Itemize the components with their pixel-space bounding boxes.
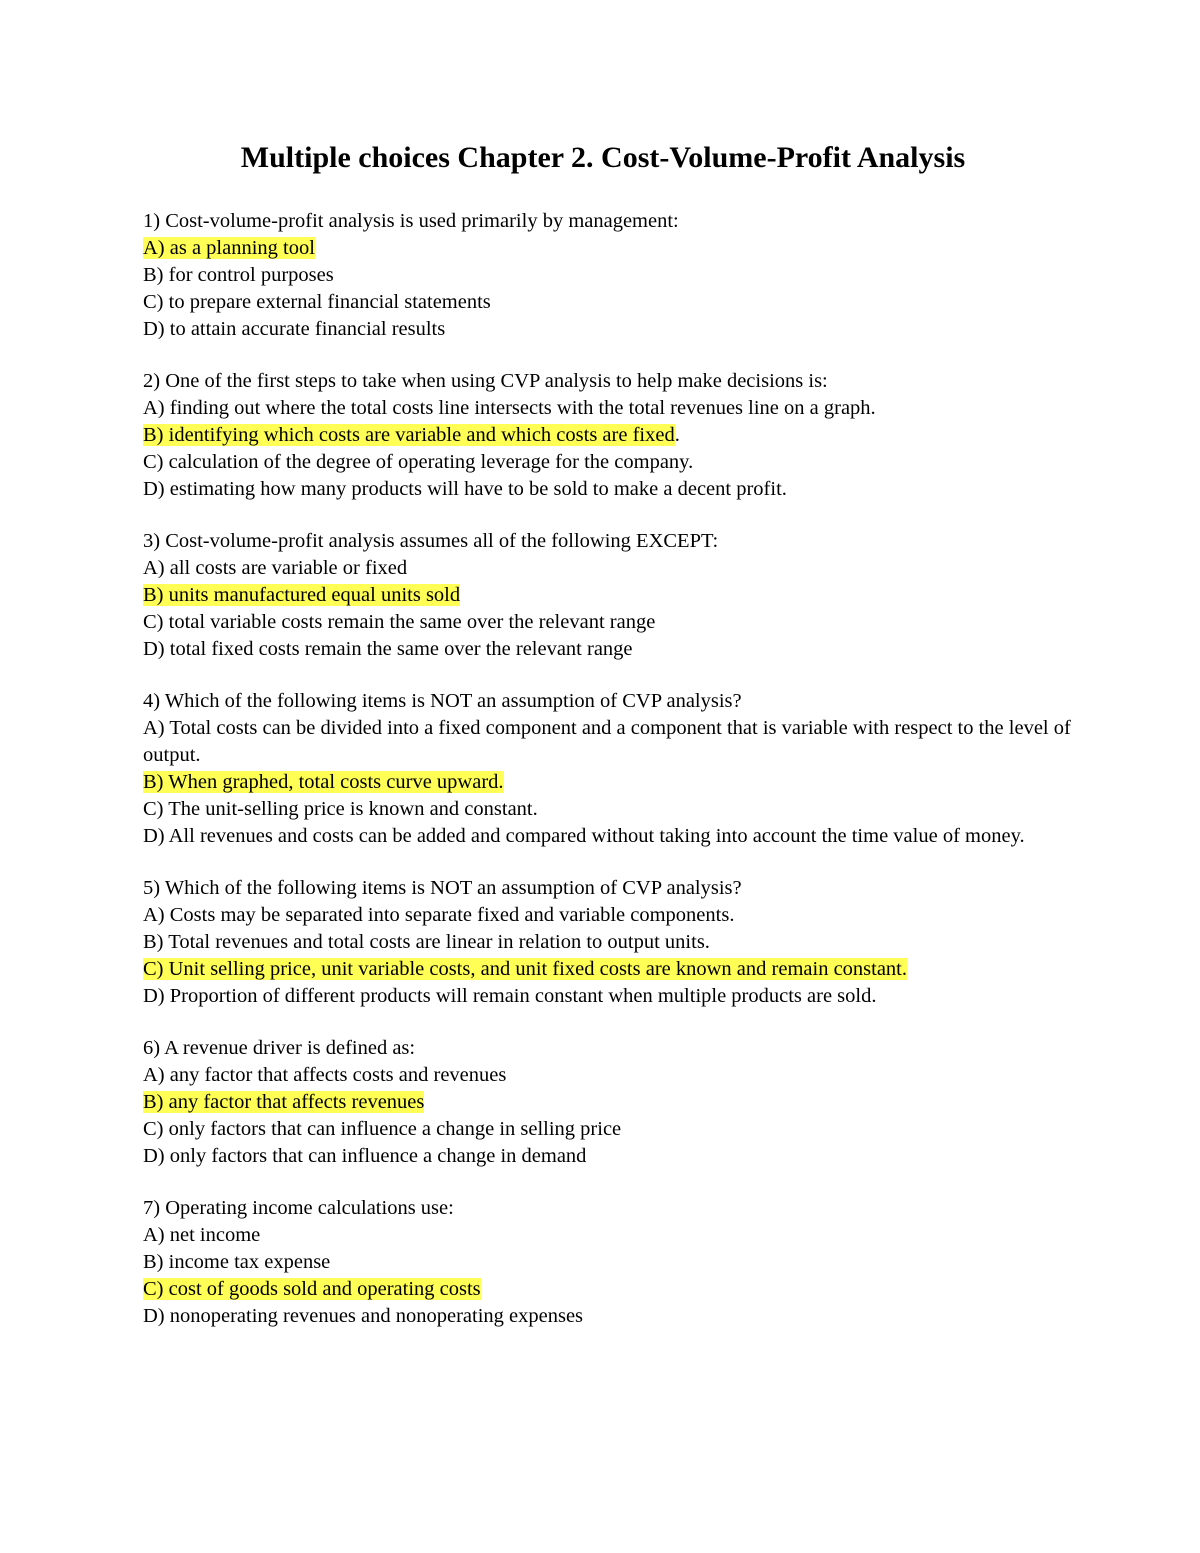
option-text: B) units manufactured equal units sold: [143, 584, 461, 606]
question-stem: 7) Operating income calculations use:: [143, 1197, 454, 1219]
question-block: [143, 1195, 1073, 1330]
answer-option: [143, 1222, 1073, 1249]
answer-option: [143, 1249, 1073, 1276]
answer-option: [143, 796, 1073, 823]
option-text: C) total variable costs remain the same over the relevant range: [143, 611, 656, 633]
question-block: [143, 528, 1073, 663]
question-stem: 1) Cost-volume-profit analysis is used primarily by management:: [143, 210, 679, 232]
option-text: D) total fixed costs remain the same over the relevant range: [143, 638, 633, 660]
answer-option: [143, 902, 1073, 929]
answer-option: [143, 636, 1073, 663]
page-title: Multiple choices Chapter 2. Cost-Volume-Profit Analysis: [240, 141, 966, 174]
answer-option: [143, 316, 1073, 343]
question-stem: 6) A revenue driver is defined as:: [143, 1037, 416, 1059]
option-text: C) Unit selling price, unit variable costs, and unit fixed costs are known and remain constant.: [143, 958, 908, 980]
question-block: [143, 875, 1073, 1010]
option-text: A) finding out where the total costs line intersects with the total revenues line on a graph.: [143, 397, 876, 419]
question-stem: 3) Cost-volume-profit analysis assumes all of the following EXCEPT:: [143, 530, 719, 552]
option-text: D) only factors that can influence a change in demand: [143, 1145, 587, 1167]
answer-option: [143, 1143, 1073, 1170]
option-text: A) all costs are variable or fixed: [143, 557, 408, 579]
answer-option-highlighted: [143, 235, 1073, 262]
answer-option-highlighted: [143, 1276, 1073, 1303]
option-text: D) estimating how many products will have to be sold to make a decent profit.: [143, 478, 787, 500]
question-stem: 4) Which of the following items is NOT an assumption of CVP analysis?: [143, 690, 742, 712]
question-stem: 2) One of the first steps to take when using CVP analysis to help make decisions is:: [143, 370, 828, 392]
answer-option: [143, 476, 1073, 503]
question-block: [143, 368, 1073, 503]
answer-option: [143, 983, 1073, 1010]
answer-option: [143, 1303, 1073, 1330]
answer-option-highlighted: [143, 422, 1073, 449]
option-text: D) to attain accurate financial results: [143, 318, 446, 340]
answer-option: [143, 929, 1073, 956]
answer-option: [143, 823, 1073, 850]
option-text: B) Total revenues and total costs are linear in relation to output units.: [143, 931, 710, 953]
option-text: C) cost of goods sold and operating costs: [143, 1278, 481, 1300]
option-text: C) only factors that can influence a change in selling price: [143, 1118, 622, 1140]
answer-option-highlighted: [143, 1089, 1073, 1116]
option-tail: .: [674, 424, 680, 446]
option-text: C) calculation of the degree of operating leverage for the company.: [143, 451, 694, 473]
option-text: A) as a planning tool: [143, 237, 315, 259]
answer-option: [143, 1116, 1073, 1143]
answer-option-highlighted: [143, 769, 1073, 796]
option-text: A) Total costs can be divided into a fixed component and a component that is variable with respect to the level of output.: [143, 717, 1071, 766]
answer-option-highlighted: [143, 956, 1073, 983]
answer-option: [143, 555, 1073, 582]
option-text: D) Proportion of different products will remain constant when multiple products are sold.: [143, 985, 877, 1007]
answer-option: [143, 262, 1073, 289]
option-text: B) any factor that affects revenues: [143, 1091, 425, 1113]
answer-option: [143, 395, 1073, 422]
option-text: B) When graphed, total costs curve upward.: [143, 771, 504, 793]
option-text: A) any factor that affects costs and revenues: [143, 1064, 507, 1086]
answer-option: [143, 449, 1073, 476]
answer-option: [143, 289, 1073, 316]
option-text: D) All revenues and costs can be added and compared without taking into account the time value of money.: [143, 825, 1025, 847]
option-text: C) The unit-selling price is known and constant.: [143, 798, 538, 820]
question-list: [143, 208, 1073, 1330]
answer-option: [143, 715, 1073, 769]
question-stem: 5) Which of the following items is NOT an assumption of CVP analysis?: [143, 877, 742, 899]
question-block: [143, 1035, 1073, 1170]
answer-option: [143, 609, 1073, 636]
answer-option: [143, 1062, 1073, 1089]
answer-option-highlighted: [143, 582, 1073, 609]
option-text: A) Costs may be separated into separate fixed and variable components.: [143, 904, 735, 926]
question-block: [143, 208, 1073, 343]
option-text: A) net income: [143, 1224, 261, 1246]
option-text: C) to prepare external financial statements: [143, 291, 491, 313]
document-page: [143, 140, 1073, 1355]
option-text: B) identifying which costs are variable and which costs are fixed: [143, 424, 675, 446]
question-block: [143, 688, 1073, 850]
option-text: B) for control purposes: [143, 264, 334, 286]
option-text: B) income tax expense: [143, 1251, 331, 1273]
option-text: D) nonoperating revenues and nonoperating expenses: [143, 1305, 584, 1327]
